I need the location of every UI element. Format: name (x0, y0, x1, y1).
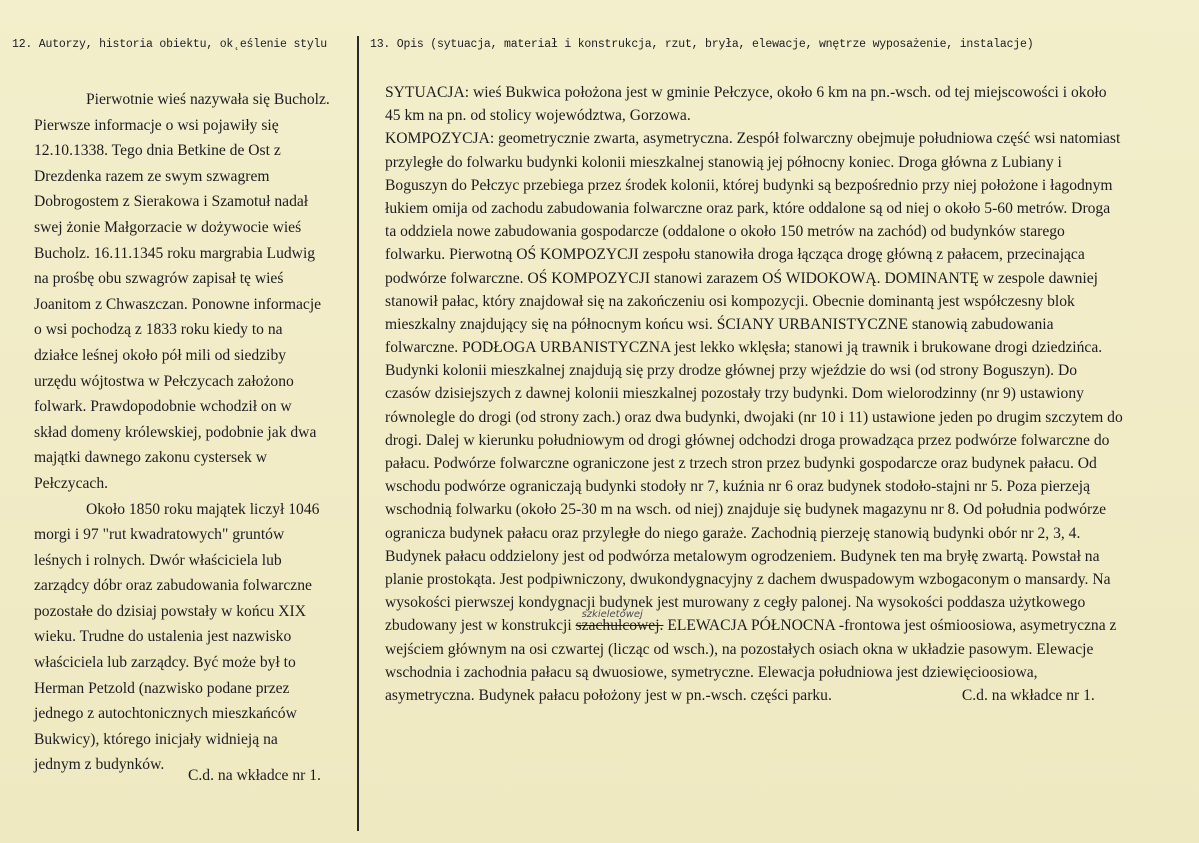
text-line: 12.10.1338. Tego dnia Betkine de Ost z (34, 142, 281, 160)
text-line: Boguszyn do Pełczyc przebiega przez środek kolonii, której budynki są bezpośrednio przy niej położone i łagodnym (385, 176, 1113, 194)
text-line: pozostałe do dzisiaj powstały w końcu XIX (34, 602, 306, 620)
struck-word: szachulcowej. (575, 617, 664, 635)
text-segment: asymetryczna. Budynek pałacu położony jest w pn.-wsch. części parku. (385, 686, 832, 704)
text-line: właściciela lub zarządcy. Być może był to (34, 654, 296, 672)
text-line: Pełczycach. (34, 474, 109, 492)
text-line: folwarku. Pierwotną OŚ KOMPOZYCJI zespołu stanowiła droga łącząca drogę główną z pałacem, przecinająca (385, 246, 1085, 264)
text-line: wejściem głównym na osi czwartej (licząc od wsch.), na pozostałych osiach okna w układzie pasowym. Elewacje (385, 640, 1094, 658)
section-13-header: 13. Opis (sytuacja, materiał i konstrukcja, rzut, bryła, elewacje, wnętrze wyposażenie, instalacje) (370, 38, 1034, 51)
text-line: wysokości pierwszej kondygnacji budynek jest murowany z cegły palonej. Na wysokości poddasza użytkowego (385, 594, 1086, 612)
text-line: folwark. Prawdopodobnie wchodził on w (34, 398, 292, 416)
text-line: Joanitom z Chwaszczan. Ponowne informacje (34, 295, 322, 313)
text-line: SYTUACJA: wieś Bukwica położona jest w gminie Pełczyce, około 6 km na pn.-wsch. od tej miejscowości i około (385, 84, 1107, 101)
text-line: pałacu. Podwórze folwarczne ograniczone jest z trzech stron przez budynki gospodarcze oraz budynek pałacu. Od (385, 455, 1097, 472)
text-line: 45 km na pn. od stolicy województwa, Gorzowa. (385, 107, 691, 125)
column-divider (357, 36, 359, 831)
text-line: Około 1850 roku majątek liczył 1046 (86, 500, 320, 518)
text-line: Bukwicy), którego inicjały widnieją na (34, 730, 278, 748)
text-line: majątki dawnego zakonu cystersek w (34, 449, 267, 467)
text-line: jednym z budynków. (34, 756, 165, 774)
text-line: KOMPOZYCJA: geometrycznie zwarta, asymetryczna. Zespół folwarczny obejmuje południowa część wsi natomiast (385, 130, 1121, 148)
text-line-last (385, 684, 1185, 707)
text-line: planie prostokąta. Jest podpiwniczony, dwukondygnacyjny z dachem dwuspadowym wzbogaconym o mansardy. Na (385, 570, 1111, 588)
text-line: ta oddziela nowe zabudowania gospodarcze (oddalone o około 150 metrów na zachód) od budynków starego (385, 223, 1065, 241)
text-line: urzędu wójtostwa w Pełczycach założono (34, 372, 294, 390)
text-line: Drezdenka razem ze swym szwagrem (34, 167, 270, 185)
text-line: łukiem omija od zachodu zabudowania folwarczne oraz park, które oddalone są od niej o około 5-60 metrów. Droga (385, 199, 1111, 217)
handwritten-correction: szkieletowej (581, 609, 643, 621)
history-column (34, 87, 350, 778)
text-line: skład domeny królewskiej, podobnie jak dwa (34, 423, 317, 441)
text-segment: zbudowany jest w konstrukcji (385, 617, 576, 635)
text-line: swej żonie Małgorzacie w dożywocie wieś (34, 218, 302, 236)
text-line: leśnych i rolnych. Dwór właściciela lub (34, 551, 282, 569)
text-line: Pierwotnie wieś nazywała się Bucholz. (86, 91, 330, 108)
text-line: Budynek pałacu oddzielony jest od podwórza metalowym ogrodzeniem. Budynek ten ma bryłę zwartą. Powstał na (385, 547, 1100, 565)
text-line: działce leśnej około pół mili od siedziby (34, 346, 287, 364)
text-line: jednego z autochtonicznych mieszkańców (34, 705, 297, 723)
text-line: drogi. Dalej w kierunku południowym od drogi głównej odchodzi droga prowadząca przez podwórze folwarczne do (385, 431, 1110, 449)
text-line: podwórze folwarczne. OŚ KOMPOZYCJI stanowi zarazem OŚ WIDOKOWĄ. DOMINANTĘ w zespole dawniej (385, 269, 1098, 287)
text-line: wschodnią folwarku (około 25-30 m na wsch. od niej) znajduje się budynek magazynu nr 8. Od południa podwórze (385, 501, 1107, 519)
text-line: Pierwsze informacje o wsi pojawiły się (34, 116, 279, 134)
text-line: wieku. Trudne do ustalenia jest nazwisko (34, 628, 292, 646)
text-line: mieszkalny znajdujący się na północnym końcu wsi. ŚCIANY URBANISTYCZNE stanowią zabudowania (385, 315, 1054, 333)
text-line: czasów dzisiejszych z dawnej kolonii mieszkalnej pozostały trzy budynki. Dom wielorodzinny (nr 9) ustawiony (385, 385, 1084, 403)
right-continued-note: C.d. na wkładce nr 1. (961, 686, 1095, 704)
text-line: wschodu podwórze ograniczają budynki stodoły nr 7, kuźnia nr 6 oraz budynek stodoło-stajni nr 5. Poza pierzeją (385, 478, 1090, 496)
text-line: Bucholz. 16.11.1345 roku margrabia Ludwig (34, 244, 316, 262)
text-line: morgi i 97 "rut kwadratowych" gruntów (34, 526, 285, 544)
left-continued-note: C.d. na wkładce nr 1. (188, 767, 321, 784)
description-column (385, 81, 1185, 707)
section-12-header: 12. Autorzy, historia obiektu, ok˛eślenie stylu (12, 38, 327, 51)
text-line: Budynki kolonii mieszkalnej znajdują się przy drodze głównej przy wjeździe do wsi (od strony Boguszyn). Do (385, 362, 1078, 380)
text-line: zarządcy dóbr oraz zabudowania folwarczne (34, 577, 312, 595)
text-line: folwarczne. PODŁOGA URBANISTYCZNA jest lekko wklęsła; stanowi ją trawnik i brukowane drogi dziedzińca. (385, 339, 1103, 357)
text-segment: ELEWACJA PÓŁNOCNA -frontowa jest ośmioosiowa, asymetryczna z (663, 617, 1117, 635)
text-line: na prośbę obu szwagrów zapisał tę wieś (34, 270, 284, 288)
text-line: Dobrogostem z Sierakowa i Szamotuł nadał (34, 193, 309, 211)
text-line: wschodnia i zachodnia pałacu są dwuosiowe, symetryczne. Elewacja południowa jest dziewięcioosiowa, (385, 663, 1038, 681)
text-line: równolegle do drogi (od strony zach.) oraz dwa budynki, dwojaki (nr 10 i 11) ustawione jeden po drugim szczytem do (385, 408, 1123, 426)
corrected-word (575, 609, 664, 637)
text-line: stanowił pałac, który znajdował się na zakończeniu osi kompozycji. Obecnie dominantą jest współczesny blok (385, 292, 1075, 310)
text-line: Herman Petzold (nazwisko podane przez (34, 679, 290, 697)
text-line: ogranicza budynek pałacu oraz przyległe do niego garaże. Zachodnią pierzeję stanowią budynki obór nr 2, 3, 4. (385, 524, 1081, 542)
text-line: przyległe do folwarku budynki kolonii mieszkalnej stanowią jej północny koniec. Droga główna z Lubiany i (385, 153, 1062, 171)
text-line-corrected (385, 609, 1185, 637)
text-line: o wsi pochodzą z 1833 roku kiedy to na (34, 321, 283, 339)
